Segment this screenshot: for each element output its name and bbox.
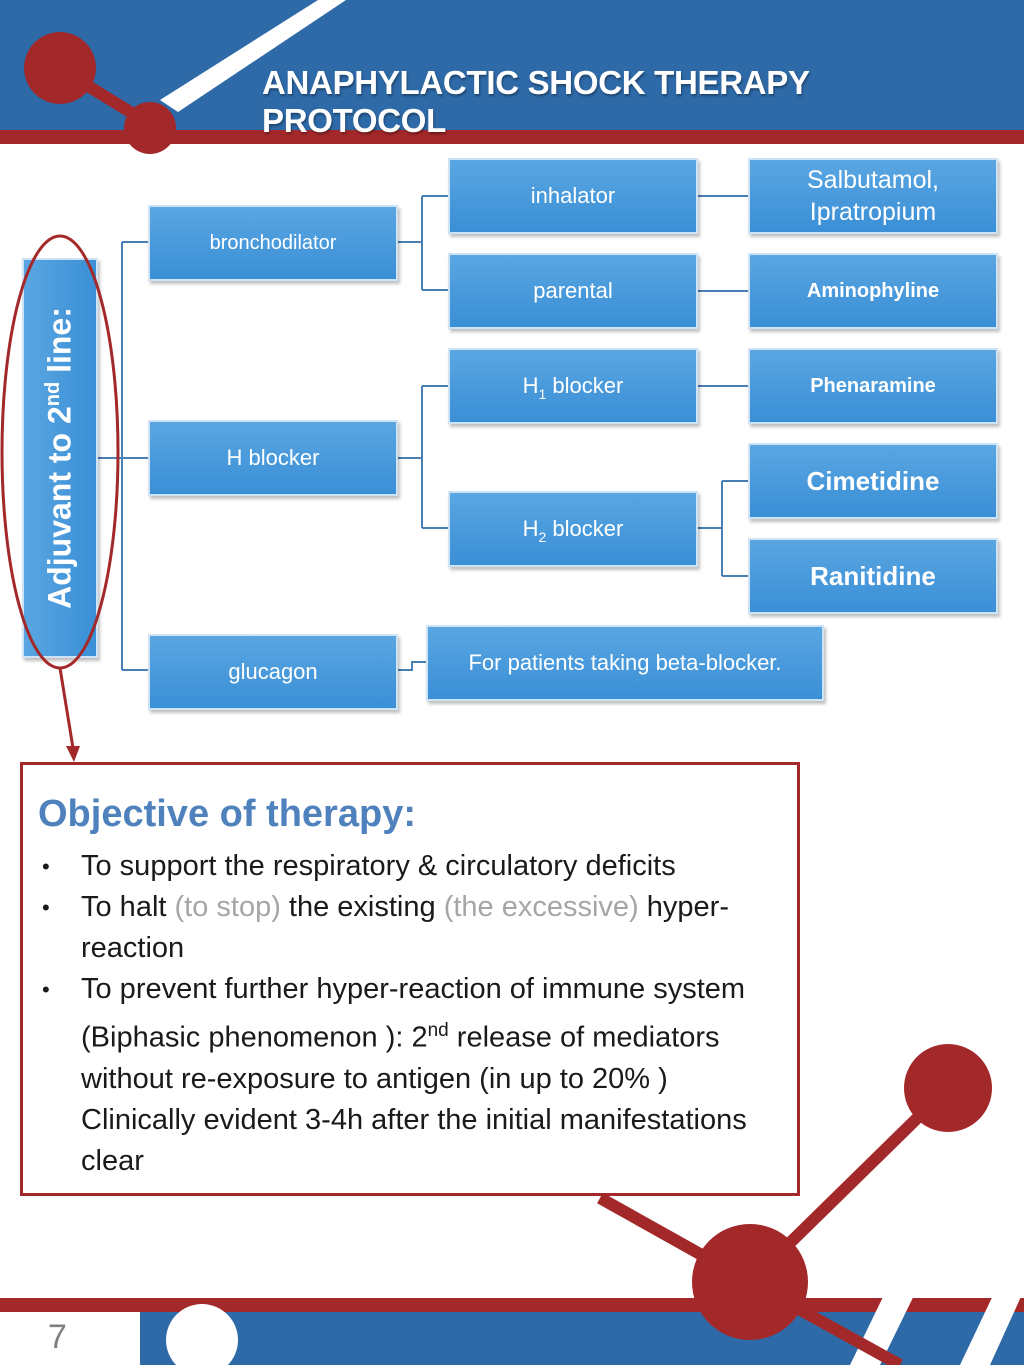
node-h2-blocker (448, 491, 698, 567)
drug-cimetidine-label: Cimetidine (806, 465, 940, 496)
node-glucagon-note-label: For patients taking beta-blocker. (468, 650, 782, 676)
drug-phenaramine-label: Phenaramine (810, 374, 936, 397)
drug-aminophyline-label: Aminophyline (806, 279, 940, 302)
node-h1-prefix: H (522, 373, 539, 399)
objective-item (38, 969, 781, 1182)
objective-title: Objective of therapy: (38, 793, 416, 835)
node-glucagon-note (426, 625, 824, 701)
page-title: ANAPHYLACTIC SHOCK THERAPY PROTOCOL (262, 64, 810, 139)
node-h1-suffix: blocker (546, 373, 624, 399)
node-phenaramine (748, 348, 998, 424)
node-h2-subscript: 2 (538, 529, 547, 546)
footer-molecule-node-top (904, 1044, 992, 1132)
bullet-icon: • (42, 895, 50, 920)
node-inhalator-label: inhalator (530, 183, 616, 209)
objective-item-gloss: (the excessive) (443, 891, 639, 923)
drug-salbutamol-label: Salbutamol, (806, 165, 940, 194)
footer-page-area (0, 1312, 140, 1365)
objective-item (38, 846, 781, 887)
objective-item-text: release of mediators without re-exposure to antigen (in up to 20% ) Clinically evident 3-4h after the initial manifestations clear (81, 1021, 747, 1177)
objective-item-text: To prevent further hyper-reaction of immune system (Biphasic phenomenon ): 2 (81, 973, 746, 1054)
footer-stripe (0, 1298, 1024, 1312)
node-glucagon-label: glucagon (228, 659, 318, 685)
root-label-tail: line: (41, 307, 78, 382)
objective-item (38, 887, 781, 969)
node-parental (448, 253, 698, 329)
drug-ranitidine-label: Ranitidine (810, 560, 936, 591)
node-inhalator (448, 158, 698, 234)
node-h1-subscript: 1 (538, 386, 547, 403)
root-label-text: Adjuvant to 2 (41, 406, 78, 609)
objective-item-gloss: (to stop) (174, 891, 281, 923)
objective-list (38, 846, 781, 1182)
root-label-sup: nd (41, 381, 64, 407)
node-bronchodilator-label: bronchodilator (209, 231, 337, 254)
objective-item-text: To halt (81, 891, 175, 923)
node-glucagon (148, 634, 398, 710)
node-cimetidine (748, 443, 998, 519)
drug-ipratropium-label: Ipratropium (809, 198, 937, 226)
page-number: 7 (48, 1318, 67, 1356)
objective-panel (20, 762, 800, 1196)
footer-molecule-node-center (692, 1224, 808, 1340)
node-h1-label (522, 372, 624, 403)
node-h1-blocker (448, 348, 698, 424)
node-h2-suffix: blocker (546, 516, 624, 542)
node-salbutamol-ipratropium (748, 158, 998, 234)
node-parental-label: parental (533, 278, 613, 304)
highlight-arrow-line (60, 668, 73, 748)
node-aminophyline (748, 253, 998, 329)
node-h2-prefix: H (522, 516, 539, 542)
highlight-oval (2, 236, 118, 668)
node-ranitidine (748, 538, 998, 614)
node-h2-label (522, 515, 624, 546)
objective-item-text: the existing (280, 891, 444, 923)
objective-item-sup: nd (427, 1020, 449, 1041)
node-h-blocker-label: H blocker (226, 445, 320, 471)
node-h-blocker (148, 420, 398, 496)
bullet-icon: • (42, 854, 50, 879)
bullet-icon: • (42, 977, 50, 1002)
highlight-arrow-head (66, 746, 80, 762)
objective-item-text: hyper-reaction (81, 891, 729, 964)
node-bronchodilator (148, 205, 398, 281)
objective-item-text: To support the respiratory & circulatory deficits (81, 850, 676, 882)
